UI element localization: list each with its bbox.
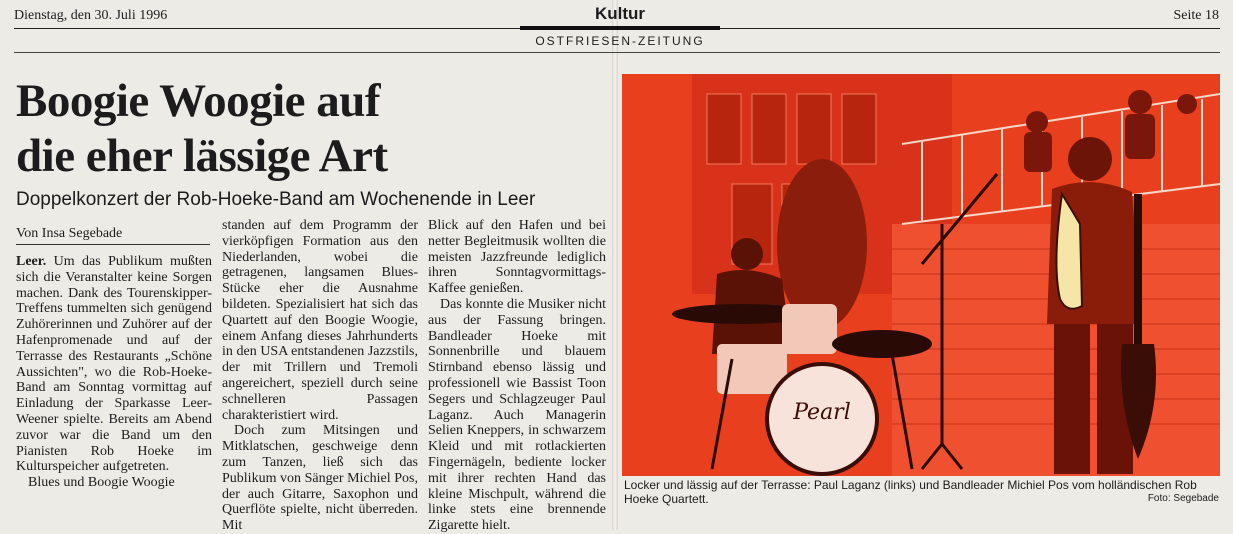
paragraph: Das konnte die Musiker nicht aus der Fassung bringen. Bandleader Hoeke mit Sonnenbrille und blauem Stirnband ebenso lässig und professionell wie Bassist Toon Segers und Schlagzeuger Paul Laganz. Auch Managerin Selien Kneppers, in schwarzem Kleid und mit rotlackierten Fingernägeln, bediente locker mit ihrer rechten Hand das kleine Mischpult, während die linke stets eine brennende Zigarette hielt.: [428, 296, 606, 534]
section-rule: [520, 26, 720, 30]
article-column-1: [16, 254, 212, 491]
article-subheadline: Doppelkonzert der Rob-Hoeke-Band am Wochenende in Leer: [16, 189, 536, 210]
header-rule-lower: [14, 52, 1220, 53]
paragraph: Blick auf den Hafen und bei netter Begleitmusik wollten die meisten Jazzfreunde lediglich ihren Sonntagvormittags-Kaffee genießen.: [428, 218, 606, 297]
header-page-number: Seite 18: [1173, 8, 1219, 23]
photo-caption: Locker und lässig auf der Terrasse: Paul Laganz (links) und Bandleader Michiel Pos vom holländischen Rob Hoeke Quartett.: [624, 478, 1197, 506]
paragraph-text: Um das Publikum mußten sich die Veranstalter keine Sorgen machen. Dank des Tourenskipper-Treffens tummelten sich genügend Zuhörerinnen und Zuhörer auf der Hafenpromenade und auf der Terrasse des Restaurants „Schöne Aussichten", wo die Rob-Hoeke-Band am Sonntag vormittag auf Einladung der Sparkasse Leer-Weener spielte. Bereits am Abend zuvor war die Band um den Pianisten Rob Hoeke im Kulturspeicher aufgetreten.: [16, 254, 212, 475]
paragraph: standen auf dem Programm der vierköpfigen Formation aus den Niederlanden, wobei die getragenen, langsamen Blues-Stücke eher die Ausnahme bildeten. Spezialisiert hat sich das Quartett auf den Boogie Woogie, einem Anfang dieses Jahrhunderts in den USA entstandenen Jazzstils, der mit Trillern und Tremoli angereichert, speziell durch seine schnelleren Passagen charakteristiert wird.: [222, 218, 418, 423]
paragraph: Blues und Boogie Woogie: [28, 475, 175, 491]
page-fold: [612, 0, 618, 530]
newspaper-name: OSTFRIESEN-ZEITUNG: [535, 34, 705, 48]
article-byline: Von Insa Segebade: [16, 226, 210, 245]
paragraph: Doch zum Mitsingen und Mitklatschen, geschweige denn zum Tanzen, ließ sich das Publikum von Sänger Michiel Pos, der auch Gitarre, Saxophon und Querflöte spielte, nicht überreden. Mit: [222, 423, 418, 534]
article-column-3: [428, 218, 606, 534]
header-section: Kultur: [594, 4, 646, 23]
photo-credit: Foto: Segebade: [1147, 493, 1219, 504]
drum-brand-logo: Pearl: [793, 400, 851, 425]
concert-photo-illustration: [622, 74, 1220, 476]
paragraph: [16, 254, 212, 475]
headline-line-1: Boogie Woogie auf: [16, 75, 381, 127]
concert-photo: [622, 74, 1220, 476]
tree: [777, 159, 867, 329]
headline-line-2: die eher lässige Art: [16, 130, 388, 182]
header-date: Dienstag, den 30. Juli 1996: [14, 8, 168, 23]
dateline-place: Leer.: [16, 254, 47, 269]
article-headline: [16, 74, 606, 184]
article-column-2: [222, 218, 418, 534]
